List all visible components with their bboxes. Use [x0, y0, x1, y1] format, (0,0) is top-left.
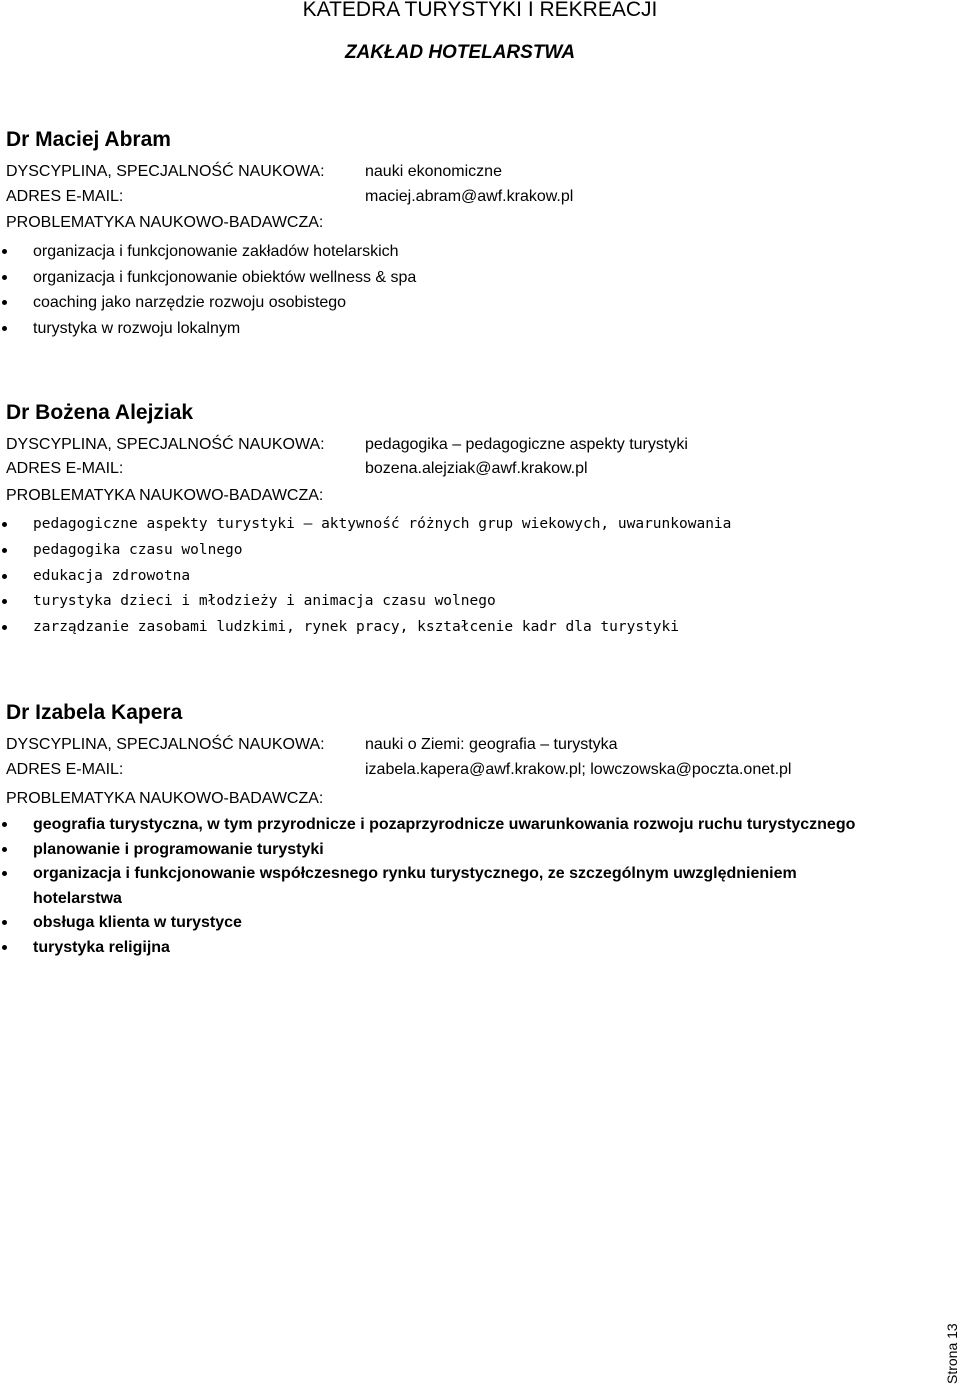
list-item: turystyka w rozwoju lokalnym — [0, 316, 930, 342]
discipline-value: nauki ekonomiczne — [365, 163, 502, 180]
list-item: zarządzanie zasobami ludzkimi, rynek pracy, kształcenie kadr dla turystyki — [0, 615, 930, 641]
email-value[interactable]: izabela.kapera@awf.krakow.pl; lowczowska@poczta.onet.pl — [365, 761, 792, 778]
list-item: organizacja i funkcjonowanie współczesnego rynku turystycznego, ze szczególnym uwzględnieniem hotelarstwa — [0, 862, 823, 911]
list-item: organizacja i funkcjonowanie obiektów wellness & spa — [0, 265, 930, 291]
list-item: turystyka dzieci i młodzieży i animacja czasu wolnego — [0, 589, 930, 615]
discipline-label: DYSCYPLINA, SPECJALNOŚĆ NAUKOWA: — [6, 163, 325, 180]
list-item: coaching jako narzędzie rozwoju osobistego — [0, 290, 930, 316]
research-topics-label: PROBLEMATYKA NAUKOWO-BADAWCZA: — [6, 790, 324, 807]
research-topics-label: PROBLEMATYKA NAUKOWO-BADAWCZA: — [6, 487, 324, 504]
person-name: Dr Maciej Abram — [6, 128, 171, 151]
research-topics-list — [0, 813, 930, 960]
unit-subtitle: ZAKŁAD HOTELARSTWA — [344, 42, 576, 63]
discipline-label: DYSCYPLINA, SPECJALNOŚĆ NAUKOWA: — [6, 736, 325, 753]
research-topics-list — [0, 512, 930, 641]
email-value[interactable]: bozena.alejziak@awf.krakow.pl — [365, 460, 588, 477]
email-label: ADRES E-MAIL: — [6, 460, 124, 477]
discipline-label: DYSCYPLINA, SPECJALNOŚĆ NAUKOWA: — [6, 436, 325, 453]
discipline-value: nauki o Ziemi: geografia – turystyka — [365, 736, 618, 753]
list-item: obsługa klienta w turystyce — [0, 911, 930, 936]
list-item: turystyka religijna — [0, 936, 930, 961]
person-name: Dr Bożena Alejziak — [6, 401, 194, 424]
email-label: ADRES E-MAIL: — [6, 188, 124, 205]
list-item: edukacja zdrowotna — [0, 564, 930, 590]
list-item: organizacja i funkcjonowanie zakładów hotelarskich — [0, 239, 930, 265]
person-name: Dr Izabela Kapera — [6, 701, 183, 724]
research-topics-label: PROBLEMATYKA NAUKOWO-BADAWCZA: — [6, 214, 324, 231]
list-item: geografia turystyczna, w tym przyrodnicze i pozaprzyrodnicze uwarunkowania rozwoju ruchu turystycznego — [0, 813, 930, 838]
email-value[interactable]: maciej.abram@awf.krakow.pl — [365, 188, 574, 205]
page-number: Strona 13 — [944, 1323, 960, 1384]
list-item: pedagogiczne aspekty turystyki – aktywność różnych grup wiekowych, uwarunkowania — [0, 512, 930, 538]
list-item: pedagogika czasu wolnego — [0, 538, 930, 564]
department-title: KATEDRA TURYSTYKI I REKREACJI — [302, 0, 658, 21]
research-topics-list — [0, 239, 930, 341]
discipline-value: pedagogika – pedagogiczne aspekty turystyki — [365, 436, 688, 453]
list-item: planowanie i programowanie turystyki — [0, 838, 930, 863]
email-label: ADRES E-MAIL: — [6, 761, 124, 778]
